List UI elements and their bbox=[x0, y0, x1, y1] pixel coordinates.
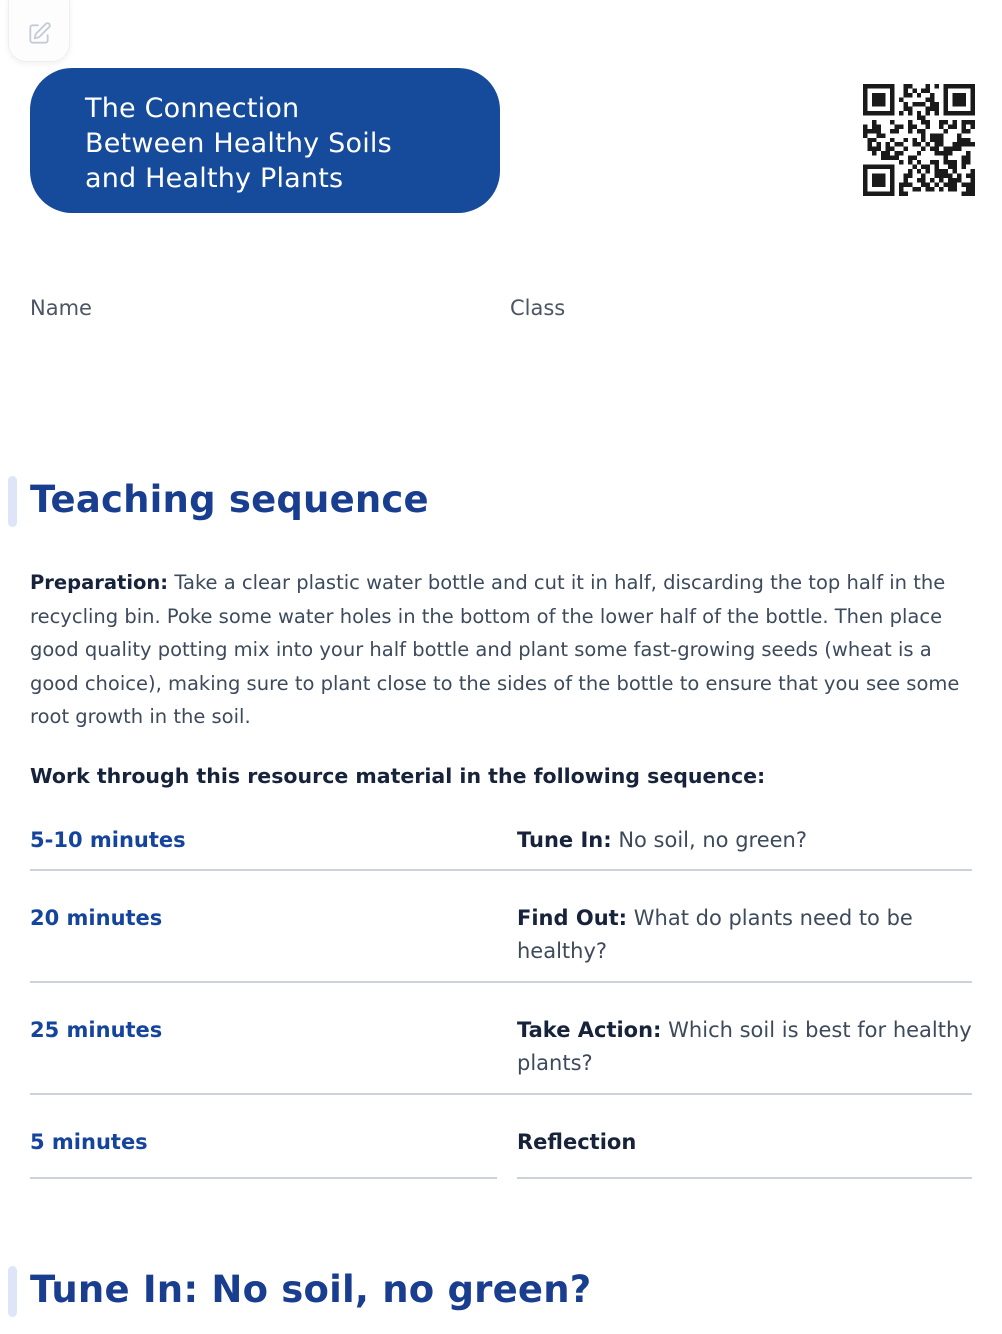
task-desc: What do plants need to be healthy? bbox=[517, 905, 913, 963]
task-desc: Which soil is best for healthy plants? bbox=[517, 1017, 972, 1075]
row-task bbox=[517, 902, 972, 968]
class-label: Class bbox=[510, 296, 566, 320]
heading-accent-bar bbox=[8, 476, 17, 527]
tune-in-section-heading bbox=[0, 1265, 1002, 1315]
page-title-line: Between Healthy Soils bbox=[85, 128, 392, 159]
sequence-intro: Work through this resource material in the following sequence: bbox=[30, 763, 766, 788]
row-task bbox=[517, 1126, 972, 1179]
row-task bbox=[517, 824, 972, 857]
teaching-sequence-section-heading bbox=[0, 475, 1002, 525]
schedule-table bbox=[30, 811, 972, 1179]
row-time: 5-10 minutes bbox=[30, 827, 186, 852]
row-task bbox=[517, 1014, 972, 1080]
task-desc: No soil, no green? bbox=[618, 827, 807, 852]
section-title: Teaching sequence bbox=[30, 478, 429, 521]
qr-code bbox=[863, 84, 975, 196]
task-label: Reflection bbox=[517, 1129, 637, 1154]
section-title: Tune In: No soil, no green? bbox=[30, 1267, 592, 1311]
row-time: 20 minutes bbox=[30, 905, 163, 930]
task-label: Take Action: bbox=[517, 1017, 662, 1042]
task-label: Find Out: bbox=[517, 905, 628, 930]
name-label: Name bbox=[30, 296, 92, 320]
table-row bbox=[30, 983, 972, 1095]
heading-accent-bar bbox=[8, 1266, 17, 1317]
row-time: 25 minutes bbox=[30, 1017, 163, 1042]
table-row bbox=[30, 871, 972, 983]
table-row bbox=[30, 811, 972, 871]
preparation-label: Preparation: bbox=[30, 571, 169, 594]
student-fields bbox=[30, 296, 972, 320]
preparation-text: Take a clear plastic water bottle and cut it in half, discarding the top half in the recycling bin. Poke some water holes in the bottom of the lower half of the bottle. Then place good quality potting mix into your half bottle and plant some fast-growing seeds (wheat is a good choice), making sure to plant close to the sides of the bottle to ensure that you see some root growth in the soil. bbox=[30, 571, 960, 728]
page-title-line: and Healthy Plants bbox=[85, 163, 344, 194]
edit-pencil-icon bbox=[26, 21, 52, 47]
page-title-line: The Connection bbox=[85, 93, 300, 124]
page-header bbox=[0, 0, 1002, 213]
task-label: Tune In: bbox=[517, 827, 612, 852]
row-time: 5 minutes bbox=[30, 1126, 497, 1179]
table-row bbox=[30, 1095, 972, 1179]
preparation-paragraph bbox=[30, 566, 972, 734]
title-banner bbox=[30, 68, 500, 213]
edit-button[interactable] bbox=[8, 0, 70, 62]
